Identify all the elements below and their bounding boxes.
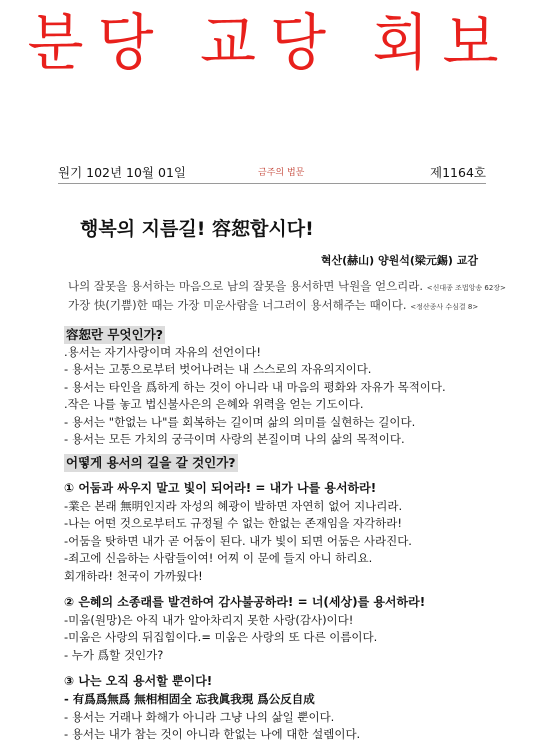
section-line: .작은 나를 놓고 법신불사은의 은혜와 위력을 얻는 기도이다. bbox=[64, 397, 364, 412]
section-line: -나는 어떤 것으로부터도 규정될 수 없는 한없는 존재임을 자각하라! bbox=[64, 516, 402, 531]
section-line: - 有爲爲無爲 無相相固全 忘我眞我現 爲公反自成 bbox=[64, 692, 315, 707]
article-author: 혁산(赫山) 양원석(梁元錫) 교감 bbox=[320, 254, 478, 267]
subsection-heading: ② 은혜의 소종래를 발견하여 감사불공하라! = 너(세상)를 용서하라! bbox=[64, 595, 426, 610]
issue-info-bar bbox=[58, 163, 486, 184]
intro-line bbox=[68, 297, 488, 316]
section-line: -業은 본래 無明인지라 자성의 혜광이 발하면 자연히 없어 지나리라. bbox=[64, 499, 403, 513]
section-line: - 용서는 모든 가치의 궁극이며 사랑의 본질이며 나의 삶의 목적이다. bbox=[64, 432, 405, 447]
section-line: - 누가 爲할 것인가? bbox=[64, 647, 164, 662]
intro-line bbox=[68, 278, 506, 297]
section-line: -죄고에 신음하는 사람들이여! 어찌 이 문에 들지 아니 하리요. bbox=[64, 551, 373, 566]
subsection-heading: ① 어둠과 싸우지 말고 빛이 되어라! = 내가 나를 용서하라! bbox=[64, 481, 377, 495]
issue-date: 원기 102년 10월 01일 bbox=[58, 165, 186, 180]
intro-text: 나의 잘못을 용서하는 마음으로 남의 잘못을 용서하면 낙원을 얻으리라. bbox=[68, 279, 424, 293]
article-intro bbox=[68, 278, 506, 317]
issue-number: 제1164호 bbox=[430, 165, 486, 180]
section-how-to-forgive bbox=[64, 452, 494, 743]
intro-text: 가장 快(기쁨)한 때는 가장 미운사람을 너그러이 용서해주는 때이다. bbox=[68, 298, 407, 313]
section-what-is-forgiveness bbox=[64, 324, 494, 448]
section-line: - 용서는 타인을 爲하게 하는 것이 아니라 내 마음의 평화와 자유가 목적이다. bbox=[64, 379, 446, 394]
subsection-heading: ③ 나는 오직 용서할 뿐이다! bbox=[64, 674, 213, 689]
section-heading: 容恕란 무엇인가? bbox=[66, 327, 163, 342]
issue-center-note: 금주의 법문 bbox=[258, 168, 305, 178]
intro-note: <신대종 조법앙송 62장> bbox=[426, 284, 506, 292]
section-line: - 용서는 내가 참는 것이 아니라 한없는 나에 대한 설렘이다. bbox=[64, 727, 361, 742]
article-title: 행복의 지름길! 容恕합시다! bbox=[80, 218, 314, 240]
section-line: 회개하라! 천국이 가까웠다! bbox=[64, 568, 203, 583]
section-line: -어둠을 탓하면 내가 곧 어둠이 된다. 내가 빛이 되면 어둠은 사라진다. bbox=[64, 533, 412, 548]
section-line: - 용서는 고통으로부터 벗어나려는 내 스스로의 자유의지이다. bbox=[64, 362, 372, 377]
section-line: .용서는 자기사랑이며 자유의 선언이다! bbox=[64, 345, 261, 359]
section-line: -미움은 사랑의 뒤집힘이다.= 미움은 사랑의 또 다른 이름이다. bbox=[64, 630, 378, 645]
intro-note: <정산종사 수심결 8> bbox=[410, 303, 479, 312]
section-line: - 용서는 "한없는 나"를 회복하는 길이며 삶의 의미를 실현하는 길이다. bbox=[64, 414, 416, 429]
section-line: - 용서는 거래나 화해가 아니라 그냥 나의 삶일 뿐이다. bbox=[64, 709, 335, 724]
newsletter-masthead: 분당 교당 회보 bbox=[27, 7, 513, 79]
section-heading: 어떻게 용서의 길을 갈 것인가? bbox=[66, 455, 236, 470]
section-line: -미움(원망)은 아직 내가 알아차리지 못한 사랑(감사)이다! bbox=[64, 613, 354, 628]
